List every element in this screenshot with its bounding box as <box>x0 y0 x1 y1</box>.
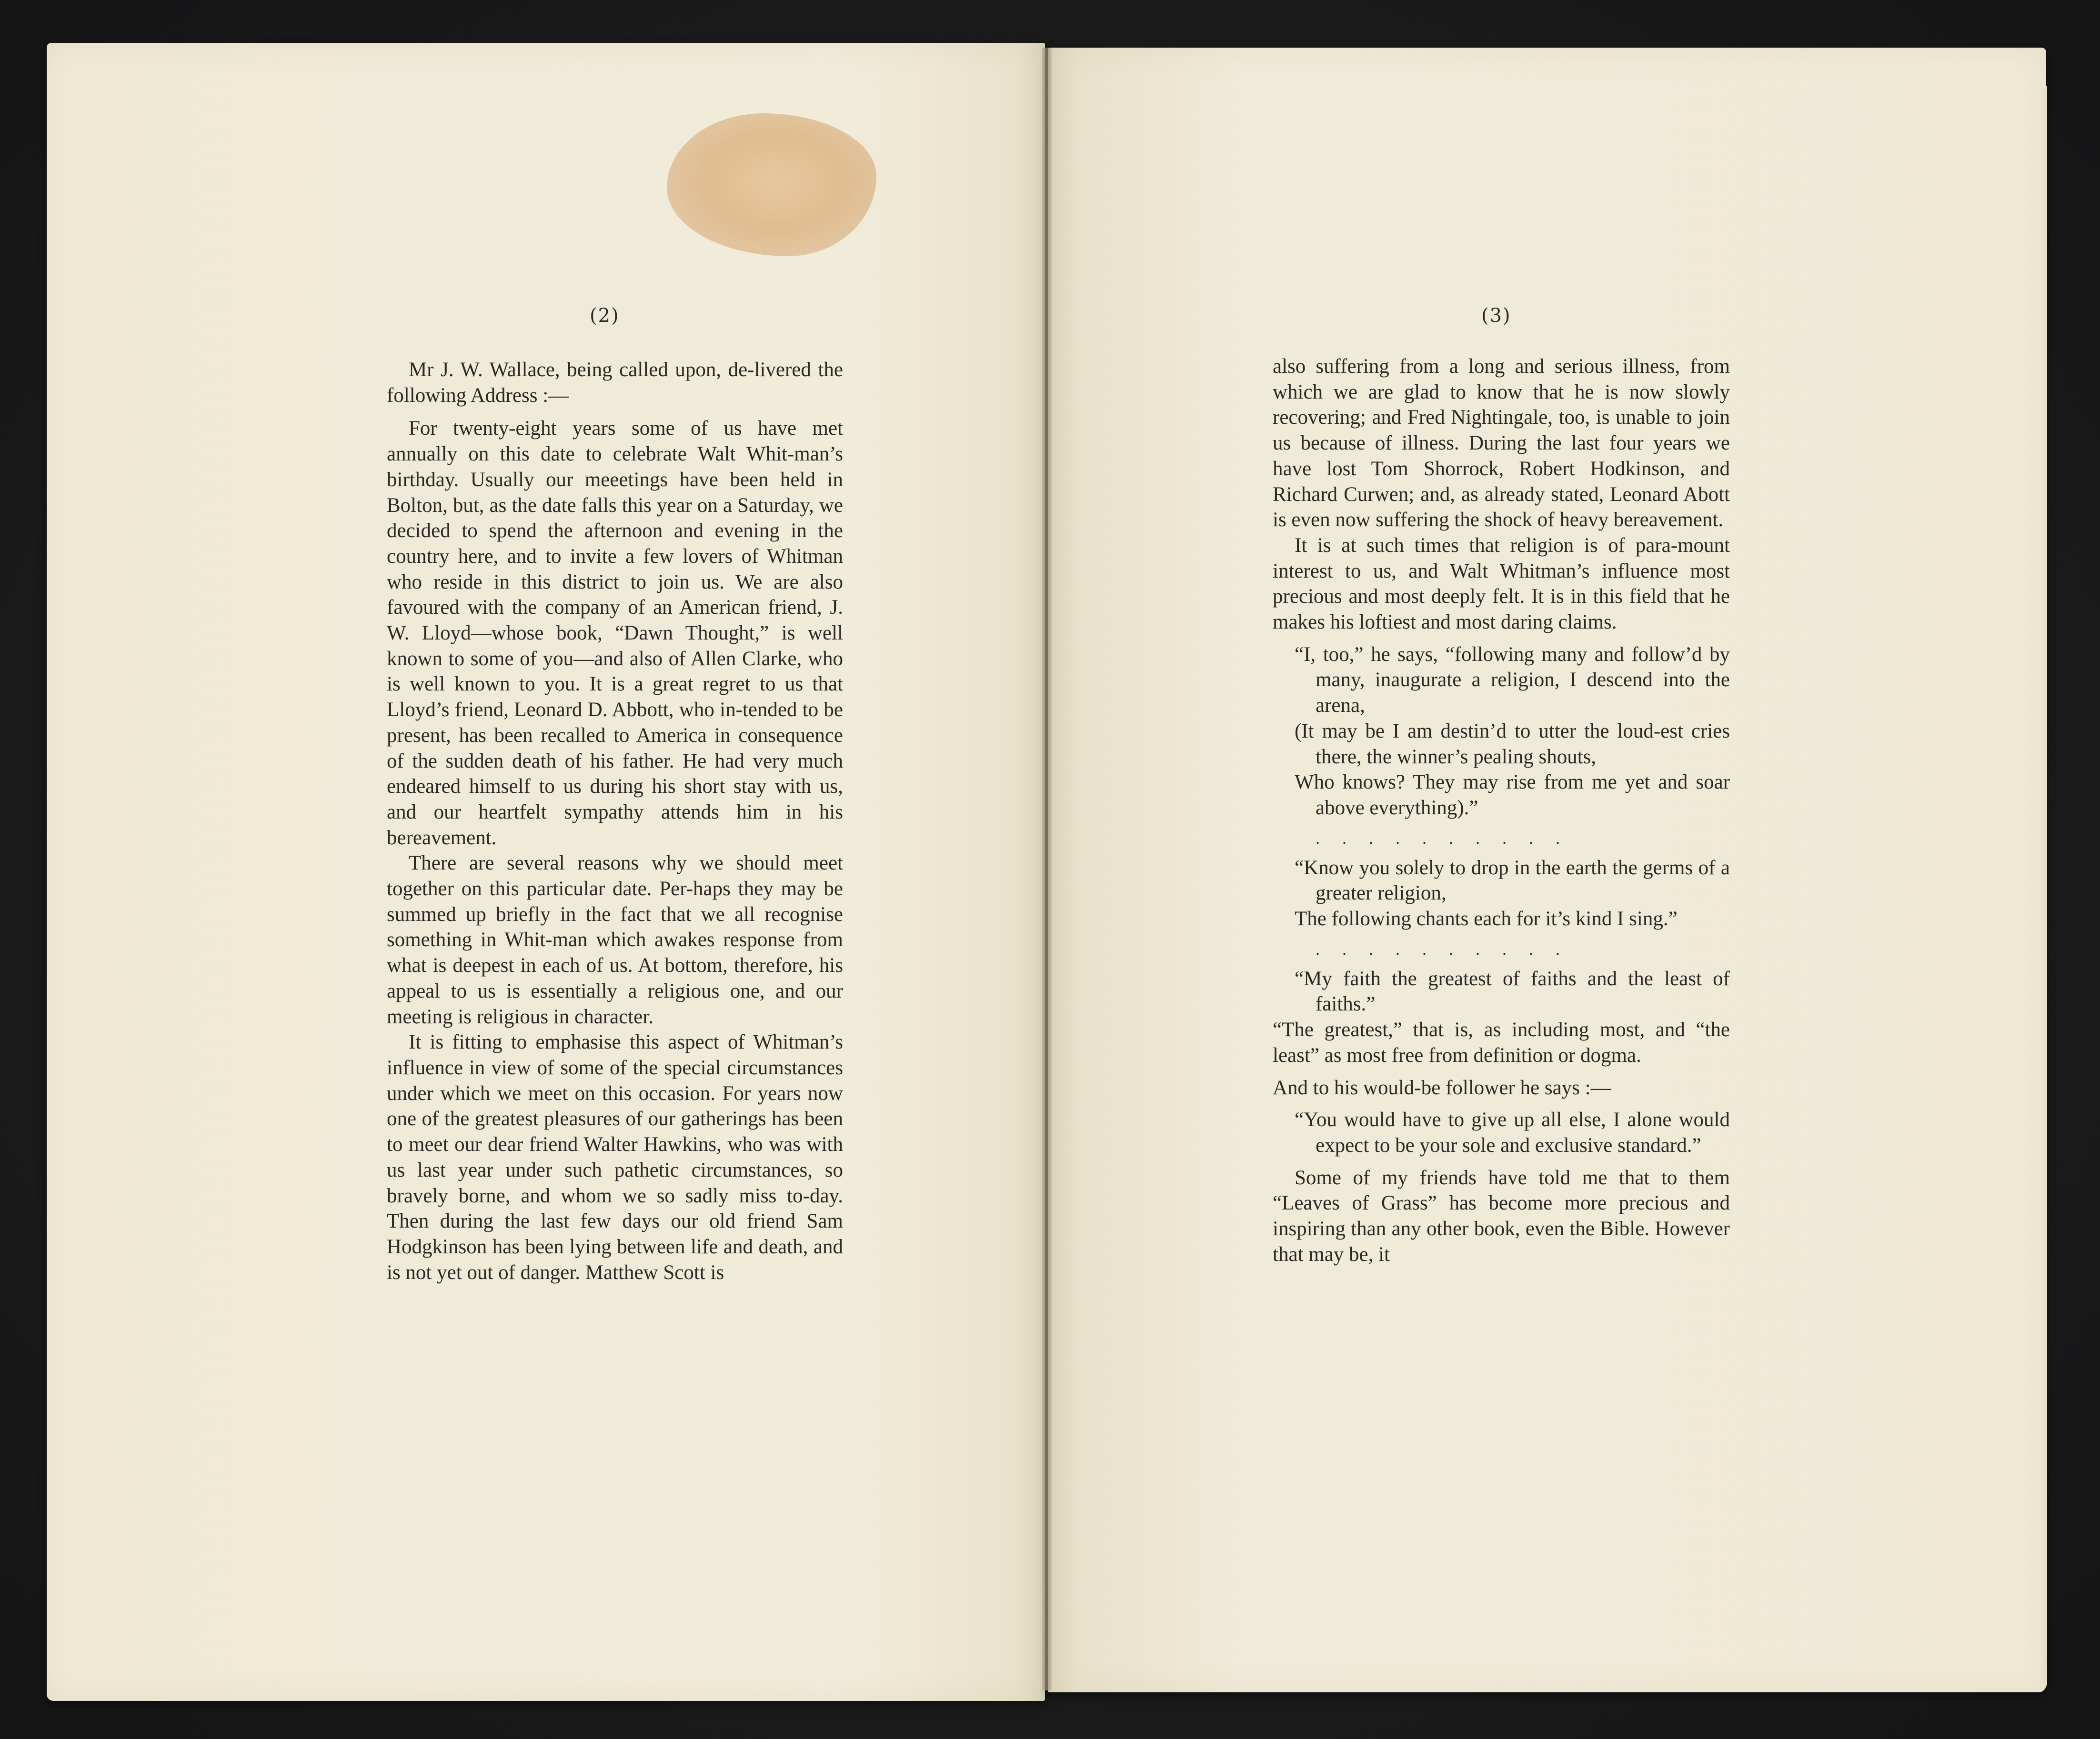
left-paragraph: It is fitting to emphasise this aspect of Whitman’s influence in view of some of the special circumstances under which we meet on this occasion. For years now one of the greatest pleasures of our gatherings has been to meet our dear friend Walter Hawkins, who was with us last year under such pathetic circumstances, so bravely borne, and whom we so sadly miss to-day. Then during the last few days our old friend Sam Hodgkinson has been lying between life and death, and is not yet out of danger. Matthew Scott is <box>387 1031 843 1284</box>
right-page-edge <box>2043 86 2047 1686</box>
right-paragraph: It is at such times that religion is of para-mount interest to us, and Walt Whitman’s influence most precious and most deeply felt. It is in this field that he makes his loftiest and most daring claims. <box>1273 534 1730 634</box>
left-paragraph: For twenty-eight years some of us have met annually on this date to celebrate Walt Whit-man’s birthday. Usually our meeetings have been held in Bolton, but, as the date falls this year on a Saturday, we decided to spend the afternoon and evening in the country here, and to invite a few lovers of Whitman who reside in this district to join us. We are also favoured with the company of an American friend, J. W. Lloyd—whose book, “Dawn Thought,” is well known to some of you—and also of Allen Clarke, who is well known to you. It is a great regret to us that Lloyd’s friend, Leonard D. Abbott, who in-tended to be present, has been recalled to America in consequence of the sudden death of his father. He had very much endeared himself to us during his short stay with us, and our heartfelt sympathy attends him in his bereavement. <box>387 417 843 849</box>
verse-line: Who knows? They may rise from me yet and soar above everything).” <box>1295 771 1730 819</box>
verse-line: “You would have to give up all else, I alone would expect to be your sole and exclusive standard.” <box>1295 1109 1730 1157</box>
ellipsis-dots: .......... <box>1316 939 1582 959</box>
left-paragraph: There are several reasons why we should meet together on this particular date. Per-haps they may be summed up briefly in the fact that we all recognise something in Whit-man which awakes response from what is deepest in each of us. At bottom, therefore, his appeal to us is essentially a religious one, and our meeting is religious in character. <box>387 852 843 1028</box>
verse-line: “I, too,” he says, “following many and follow’d by many, inaugurate a religion, I descend into the arena, <box>1295 643 1730 717</box>
right-paragraph: “The greatest,” that is, as including most, and “the least” as most free from definition or dogma. <box>1273 1019 1730 1067</box>
right-paragraph: And to his would-be follower he says :— <box>1273 1076 1611 1099</box>
right-paragraph: Some of my friends have told me that to them “Leaves of Grass” has become more precious and inspiring than any other book, even the Bible. However that may be, it <box>1273 1166 1730 1266</box>
right-page-text <box>1273 354 1730 1268</box>
left-page-text <box>387 357 843 1285</box>
verse-line: The following chants each for it’s kind I sing.” <box>1295 908 1678 930</box>
ellipsis-dots: .......... <box>1316 828 1582 848</box>
left-page-number: (2) <box>590 305 620 327</box>
verse-line: “My faith the greatest of faiths and the least of faiths.” <box>1295 967 1730 1016</box>
book-gutter <box>1042 48 1052 1690</box>
right-paragraph: also suffering from a long and serious illness, from which we are glad to know that he is now slowly recovering; and Fred Nightingale, too, is unable to join us because of illness. During the last four years we have lost Tom Shorrock, Robert Hodkinson, and Richard Curwen; and, as already stated, Leonard Abott is even now suffering the shock of heavy bereavement. <box>1273 355 1730 531</box>
right-page-number: (3) <box>1481 305 1511 327</box>
left-paragraph: Mr J. W. Wallace, being called upon, de-livered the following Address :— <box>387 359 843 407</box>
verse-line: (It may be I am destin’d to utter the loud-est cries there, the winner’s pealing shouts, <box>1295 720 1730 768</box>
verse-line: “Know you solely to drop in the earth the germs of a greater religion, <box>1295 856 1730 905</box>
